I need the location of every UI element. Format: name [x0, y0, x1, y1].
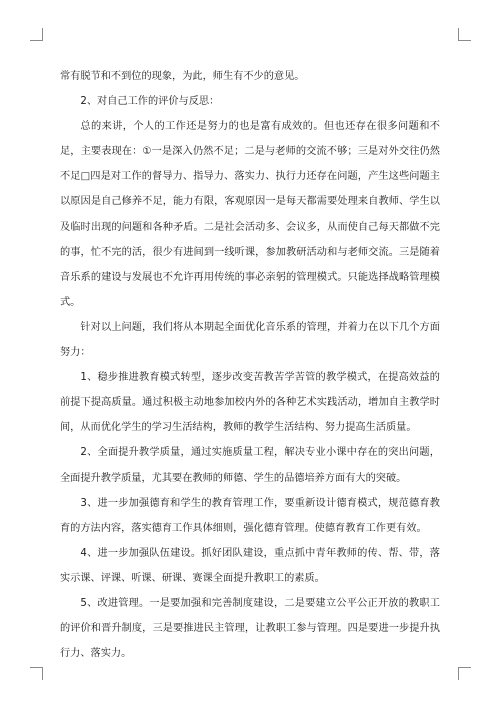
- list-item-4: 4、进一步加强队伍建设。抓好团队建设，重点抓中青年教师的传、帮、带，落实示课、评课、听课、研课、赛课全面提升教职工的素质。: [60, 547, 440, 584]
- crop-mark-top-right: [458, 28, 471, 41]
- section-heading-self-evaluation: 2、对自己工作的评价与反思：: [80, 96, 220, 108]
- list-item-2: 2、全面提升教学质量，通过实施质量工程，解决专业小课中存在的突出问题，全面提升教学质量，尤其要在教师的师德、学生的品德培养方面有大的突破。: [60, 447, 440, 484]
- crop-mark-bottom-left: [30, 667, 43, 680]
- list-item-5: 5、改进管理。一是要加强和完善制度建设，二是要建立公平公正开放的教职工的评价和晋升制度，三是要推进民主管理，让教职工参与管理。四是要进一步提升执行力、落实力。: [60, 597, 440, 660]
- crop-mark-bottom-right: [458, 667, 471, 680]
- list-item-1: 1、稳步推进教育模式转型，逐步改变苦教苦学苦管的教学模式，在提高效益的前提下提高质量。通过积极主动地参加校内外的各种艺术实践活动，增加自主教学时间，从而优化学生的学习生活结构，教师的教学生活结构、努力提高生活质量。: [60, 372, 440, 434]
- document-body: [60, 64, 440, 666]
- crop-mark-top-left: [30, 28, 43, 41]
- paragraph-intro-efforts: 针对以上问题，我们将从本期起全面优化音乐系的管理，并着力在以下几个方面努力：: [60, 321, 440, 359]
- paragraph-continuation: 常有脱节和不到位的现象，为此，师生有不少的意见。: [60, 71, 305, 82]
- list-item-3: 3、进一步加强德育和学生的教育管理工作，要重新设计德育模式，规范德育教育的方法内容，落实德育工作具体细则，强化德育管理。使德育教育工作更有效。: [60, 497, 440, 534]
- paragraph-problems: 总的来讲，个人的工作还是努力的也是富有成效的。但也还存在很多问题和不足，主要表现在：①一是深入仍然不足；二是与老师的交流不够；三是对外交往仍然不足□四是对工作的督导力、指导力、落实力、执行力还存在问题，产生这些问题主以原因是自己修养不足，能力有限，客观原因一是每天都需要处理来自教师、学生以及临时出现的问题和各种矛盾。二是社会活动多、会议多，从而使自己每天都做不完的事，忙不完的活，很少有进间到一线听课，参加教研活动和与老师交流。三是随着音乐系的建设与发展也不允许再用传统的事必亲躬的管理模式。只能选择战略管理模式。: [60, 121, 440, 308]
